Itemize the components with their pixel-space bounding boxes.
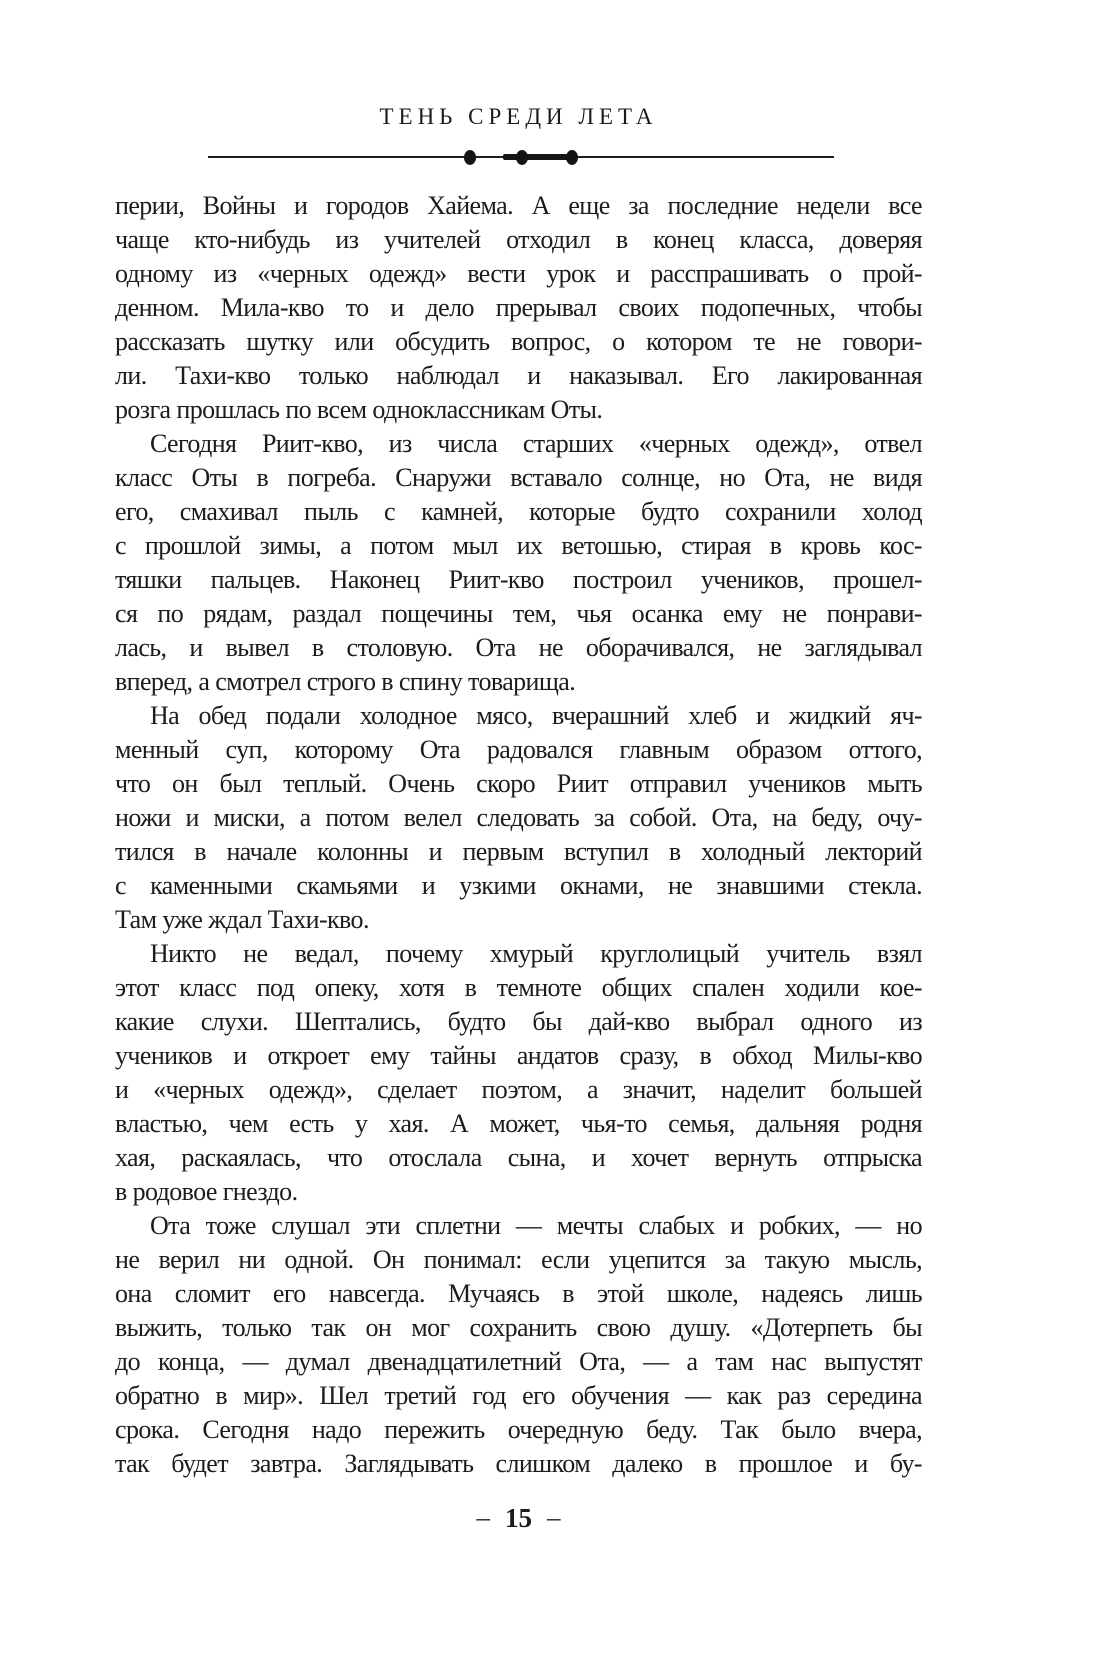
text-line: розга прошлась по всем одноклассникам Оты. bbox=[115, 395, 603, 424]
text-line: рассказать шутку или обсудить вопрос, о котором те не говори- bbox=[115, 327, 922, 356]
text-line: менный суп, которому Ота радовался главным образом оттого, bbox=[115, 735, 922, 764]
page-footer bbox=[115, 1502, 922, 1534]
text-line: его, смахивал пыль с камней, которые будто сохранили холод bbox=[115, 497, 922, 526]
text-line: Сегодня Риит-кво, из числа старших «черных одежд», отвел bbox=[150, 429, 922, 458]
text-line: она сломит его навсегда. Мучаясь в этой школе, надеясь лишь bbox=[115, 1279, 922, 1308]
running-header-title: ТЕНЬ СРЕДИ ЛЕТА bbox=[379, 104, 658, 129]
text-line: не верил ни одной. Он понимал: если уцепится за такую мысль, bbox=[115, 1245, 922, 1274]
text-line: до конца, — думал двенадцатилетний Ота, — а там нас выпустят bbox=[115, 1347, 922, 1376]
text-line: с прошлой зимы, а потом мыл их ветошью, стирая в кровь кос- bbox=[115, 531, 922, 560]
text-line: ножи и миски, а потом велел следовать за собой. Ота, на беду, очу- bbox=[115, 803, 922, 832]
text-line: чаще кто-нибудь из учителей отходил в конец класса, доверяя bbox=[115, 225, 922, 254]
text-line: тяшки пальцев. Наконец Риит-кво построил учеников, прошел- bbox=[115, 565, 922, 594]
text-line: хая, раскаялась, что отослала сына, и хочет вернуть отпрыска bbox=[115, 1143, 922, 1172]
text-line: выжить, только так он мог сохранить свою душу. «Дотерпеть бы bbox=[115, 1313, 922, 1342]
page-number-dash-left: – bbox=[476, 1502, 490, 1532]
text-line: тился в начале колонны и первым вступил в холодный лекторий bbox=[115, 837, 922, 866]
text-line: срока. Сегодня надо пережить очередную беду. Так было вчера, bbox=[115, 1415, 922, 1444]
text-line: в родовое гнездо. bbox=[115, 1177, 298, 1206]
text-line: что он был теплый. Очень скоро Риит отправил учеников мыть bbox=[115, 769, 922, 798]
text-line: лась, и вывел в столовую. Ота не оборачивался, не заглядывал bbox=[115, 633, 922, 662]
text-column bbox=[115, 0, 922, 1669]
text-line: учеников и откроет ему тайны андатов сразу, в обход Милы-кво bbox=[115, 1041, 922, 1070]
text-line: и «черных одежд», сделает поэтом, а значит, наделит большей bbox=[115, 1075, 922, 1104]
text-line: класс Оты в погреба. Снаружи вставало солнце, но Ота, не видя bbox=[115, 463, 922, 492]
ornament-dot-center bbox=[516, 150, 528, 165]
page-number: 15 bbox=[505, 1503, 532, 1533]
page-number-dash-right: – bbox=[547, 1502, 561, 1532]
ornament-dot-right bbox=[566, 150, 578, 165]
text-line: Никто не ведал, почему хмурый круглолицый учитель взял bbox=[150, 939, 922, 968]
text-line: так будет завтра. Заглядывать слишком далеко в прошлое и бу- bbox=[115, 1449, 922, 1478]
text-line: какие слухи. Шептались, будто бы дай-кво выбрал одного из bbox=[115, 1007, 922, 1036]
header-ornament bbox=[115, 150, 922, 166]
text-line: одному из «черных одежд» вести урок и расспрашивать о прой- bbox=[115, 259, 922, 288]
text-line: этот класс под опеку, хотя в темноте общих спален ходили кое- bbox=[115, 973, 922, 1002]
text-line: с каменными скамьями и узкими окнами, не знавшими стекла. bbox=[115, 871, 922, 900]
text-line: ли. Тахи-кво только наблюдал и наказывал. Его лакированная bbox=[115, 361, 922, 390]
text-line: ся по рядам, раздал пощечины тем, чья осанка ему не понрави- bbox=[115, 599, 922, 628]
text-line: обратно в мир». Шел третий год его обучения — как раз середина bbox=[115, 1381, 922, 1410]
page-text bbox=[115, 189, 922, 1481]
text-line: перии, Войны и городов Хайема. А еще за последние недели все bbox=[115, 191, 922, 220]
text-line: На обед подали холодное мясо, вчерашний хлеб и жидкий яч- bbox=[150, 701, 922, 730]
text-line: Ота тоже слушал эти сплетни — мечты слабых и робких, — но bbox=[150, 1211, 922, 1240]
ornament-dot-left bbox=[464, 150, 476, 165]
text-line: властью, чем есть у хая. А может, чья-то семья, дальняя родня bbox=[115, 1109, 922, 1138]
text-line: вперед, а смотрел строго в спину товарища. bbox=[115, 667, 576, 696]
text-line: Там уже ждал Тахи-кво. bbox=[115, 905, 369, 934]
text-line: денном. Мила-кво то и дело прерывал своих подопечных, чтобы bbox=[115, 293, 922, 322]
